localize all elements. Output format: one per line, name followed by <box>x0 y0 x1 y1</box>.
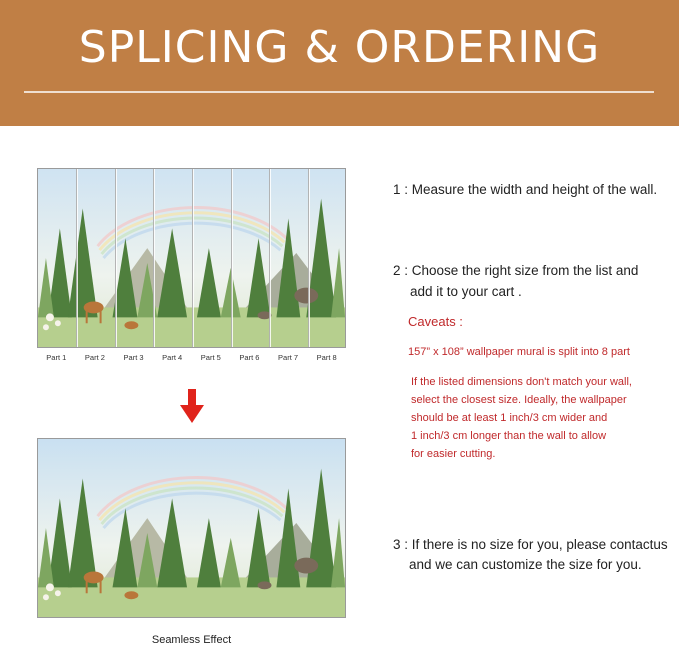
panel-seam <box>192 169 194 347</box>
advice-line: select the closest size. Ideally, the wallpaper <box>411 394 627 406</box>
advice-line: for easier cutting. <box>411 448 496 460</box>
part-label: Part 5 <box>200 353 221 362</box>
mural-split-preview <box>37 168 346 348</box>
part-label: Part 4 <box>162 353 183 362</box>
step-2-text: 2 : Choose the right size from the list and <box>393 263 639 278</box>
panel-seam <box>76 169 78 347</box>
header-divider <box>24 91 654 93</box>
arrow-down-icon <box>180 389 204 423</box>
mural-spec-text: 157” x 108” wallpaper mural is split into 8 part <box>408 346 630 358</box>
advice-line: should be at least 1 inch/3 cm wider and <box>411 412 608 424</box>
panel-seam <box>115 169 117 347</box>
advice-line: If the listed dimensions don't match your wall, <box>411 376 632 388</box>
panel-seam <box>269 169 271 347</box>
advice-line: 1 inch/3 cm longer than the wall to allow <box>411 430 607 442</box>
part-labels <box>37 353 346 365</box>
panel-seam <box>153 169 155 347</box>
page-title: SPLICING & ORDERING <box>78 22 601 73</box>
seamless-caption: Seamless Effect <box>151 634 232 646</box>
step-1-text: 1 : Measure the width and height of the wall. <box>393 182 658 197</box>
step-3-text: 3 : If there is no size for you, please contactus <box>393 537 668 552</box>
part-label: Part 7 <box>278 353 299 362</box>
part-label: Part 6 <box>239 353 260 362</box>
part-label: Part 1 <box>46 353 67 362</box>
step-3-text-continued: and we can customize the size for you. <box>409 557 642 572</box>
step-2-text-continued: add it to your cart . <box>410 284 522 299</box>
part-label: Part 3 <box>123 353 144 362</box>
mural-seamless-preview <box>37 438 346 618</box>
panel-seam <box>308 169 310 347</box>
part-label: Part 2 <box>84 353 105 362</box>
sizing-advice <box>411 373 671 463</box>
part-label: Part 8 <box>316 353 337 362</box>
panel-seam <box>231 169 233 347</box>
caveats-heading: Caveats : <box>408 314 463 329</box>
header-banner <box>0 0 679 126</box>
mural-illustration <box>38 439 345 617</box>
